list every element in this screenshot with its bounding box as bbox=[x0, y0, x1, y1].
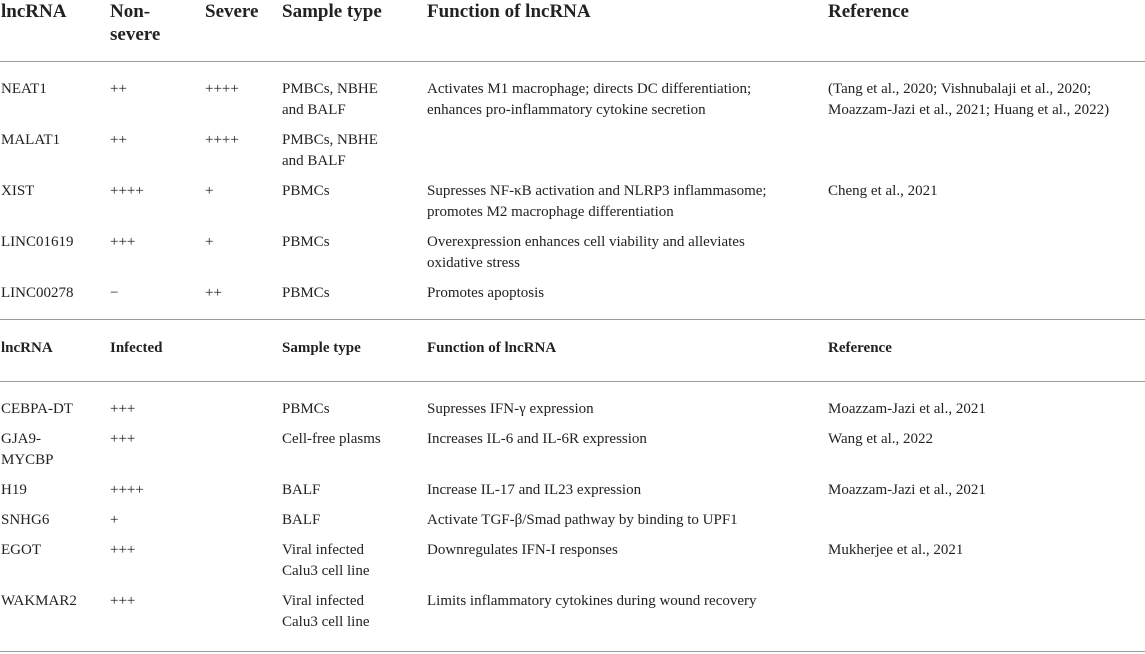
table-row bbox=[0, 181, 1145, 232]
table-cell bbox=[828, 232, 1145, 283]
table-cell: Cell-free plasms bbox=[282, 431, 381, 447]
table-cell bbox=[205, 320, 282, 382]
table-cell: +++ bbox=[110, 542, 136, 558]
table-cell: +++ bbox=[110, 593, 136, 609]
bottom-rule bbox=[0, 651, 1145, 652]
table-cell: LINC01619 bbox=[1, 234, 74, 250]
table-cell: EGOT bbox=[1, 542, 41, 558]
table-cell: PBMCs bbox=[282, 285, 330, 301]
table-cell: +++ bbox=[110, 234, 136, 250]
table-cell: lncRNA bbox=[1, 1, 67, 22]
table-cell: Infected bbox=[110, 340, 163, 356]
table-cell: +++ bbox=[110, 431, 136, 447]
table-cell: Function of lncRNA bbox=[427, 1, 591, 22]
table-cell: + bbox=[205, 234, 214, 250]
table-cell: BALF bbox=[282, 482, 321, 498]
table-row bbox=[0, 62, 1145, 131]
table-cell: Moazzam-Jazi et al., 2021 bbox=[828, 401, 986, 417]
table-row bbox=[0, 283, 1145, 320]
table-cell bbox=[427, 130, 828, 181]
table-row bbox=[0, 540, 1145, 591]
table-cell: Non- severe bbox=[110, 1, 161, 45]
table-cell: Increases IL-6 and IL-6R expression bbox=[427, 431, 647, 447]
table-cell: PBMCs bbox=[282, 401, 330, 417]
table-cell: ++ bbox=[205, 285, 222, 301]
table-cell: Reference bbox=[828, 1, 909, 22]
table-cell: Downregulates IFN-I responses bbox=[427, 542, 618, 558]
table-cell bbox=[205, 382, 282, 430]
table-cell: Increase IL-17 and IL23 expression bbox=[427, 482, 642, 498]
table-cell: MALAT1 bbox=[1, 132, 61, 148]
table-row bbox=[0, 510, 1145, 540]
table-cell: ++++ bbox=[205, 132, 239, 148]
table-cell: Mukherjee et al., 2021 bbox=[828, 542, 964, 558]
table-cell: SNHG6 bbox=[1, 512, 50, 528]
table-cell bbox=[205, 429, 282, 480]
table-row bbox=[0, 429, 1145, 480]
table-cell: ++++ bbox=[205, 81, 239, 97]
table-cell: Viral infected Calu3 cell line bbox=[282, 542, 370, 579]
table-cell: Overexpression enhances cell viability and alleviates oxidative stress bbox=[427, 234, 745, 271]
table-cell: Wang et al., 2022 bbox=[828, 431, 934, 447]
table-cell: lncRNA bbox=[1, 340, 53, 356]
table-cell: +++ bbox=[110, 401, 136, 417]
table-row bbox=[0, 130, 1145, 181]
table-cell bbox=[828, 130, 1145, 181]
table-cell: ++ bbox=[110, 81, 127, 97]
table-cell bbox=[828, 591, 1145, 642]
table-cell bbox=[205, 540, 282, 591]
table-cell: Activate TGF-β/Smad pathway by binding to UPF1 bbox=[427, 512, 738, 528]
table-cell bbox=[205, 591, 282, 642]
table-cell: + bbox=[205, 183, 214, 199]
table-cell: Sample type bbox=[282, 340, 361, 356]
table-cell bbox=[205, 510, 282, 540]
table-cell: ++++ bbox=[110, 482, 144, 498]
table-cell: ++ bbox=[110, 132, 127, 148]
table-row bbox=[0, 232, 1145, 283]
table-cell: PBMCs bbox=[282, 183, 330, 199]
table-cell: + bbox=[110, 512, 119, 528]
table-cell: ++++ bbox=[110, 183, 144, 199]
table-cell: Viral infected Calu3 cell line bbox=[282, 593, 370, 630]
header-row bbox=[0, 0, 1145, 62]
table-cell: Activates M1 macrophage; directs DC differentiation; enhances pro-inflammatory cytokine secretion bbox=[427, 81, 752, 118]
table-cell: Sample type bbox=[282, 1, 382, 22]
table-cell bbox=[828, 510, 1145, 540]
table-cell: Severe bbox=[205, 1, 259, 22]
table-cell: Cheng et al., 2021 bbox=[828, 183, 938, 199]
table-cell: (Tang et al., 2020; Vishnubalaji et al., 2020; Moazzam-Jazi et al., 2021; Huang et al., 2022) bbox=[828, 81, 1110, 118]
table-cell: XIST bbox=[1, 183, 35, 199]
table-cell: NEAT1 bbox=[1, 81, 47, 97]
table-cell: PMBCs, NBHE and BALF bbox=[282, 81, 378, 118]
table-cell: Moazzam-Jazi et al., 2021 bbox=[828, 482, 986, 498]
table-cell: Function of lncRNA bbox=[427, 340, 557, 356]
table-cell: PMBCs, NBHE and BALF bbox=[282, 132, 378, 169]
table-row bbox=[0, 591, 1145, 642]
table-cell: BALF bbox=[282, 512, 321, 528]
table-cell: Reference bbox=[828, 340, 892, 356]
table-row bbox=[0, 480, 1145, 510]
table-cell: CEBPA-DT bbox=[1, 401, 73, 417]
table-cell: GJA9- MYCBP bbox=[1, 431, 54, 468]
table-cell: LINC00278 bbox=[1, 285, 74, 301]
table-row bbox=[0, 382, 1145, 430]
table-cell bbox=[828, 283, 1145, 320]
table-cell bbox=[205, 480, 282, 510]
table-cell: − bbox=[110, 285, 119, 301]
table-cell: WAKMAR2 bbox=[1, 593, 77, 609]
table-cell: PBMCs bbox=[282, 234, 330, 250]
table-cell: Promotes apoptosis bbox=[427, 285, 545, 301]
subheader-row bbox=[0, 320, 1145, 382]
table-cell: Supresses NF-κB activation and NLRP3 inflammasome; promotes M2 macrophage differentiation bbox=[427, 183, 767, 220]
table-cell: Supresses IFN-γ expression bbox=[427, 401, 594, 417]
table-cell: H19 bbox=[1, 482, 27, 498]
table-cell: Limits inflammatory cytokines during wound recovery bbox=[427, 593, 757, 609]
